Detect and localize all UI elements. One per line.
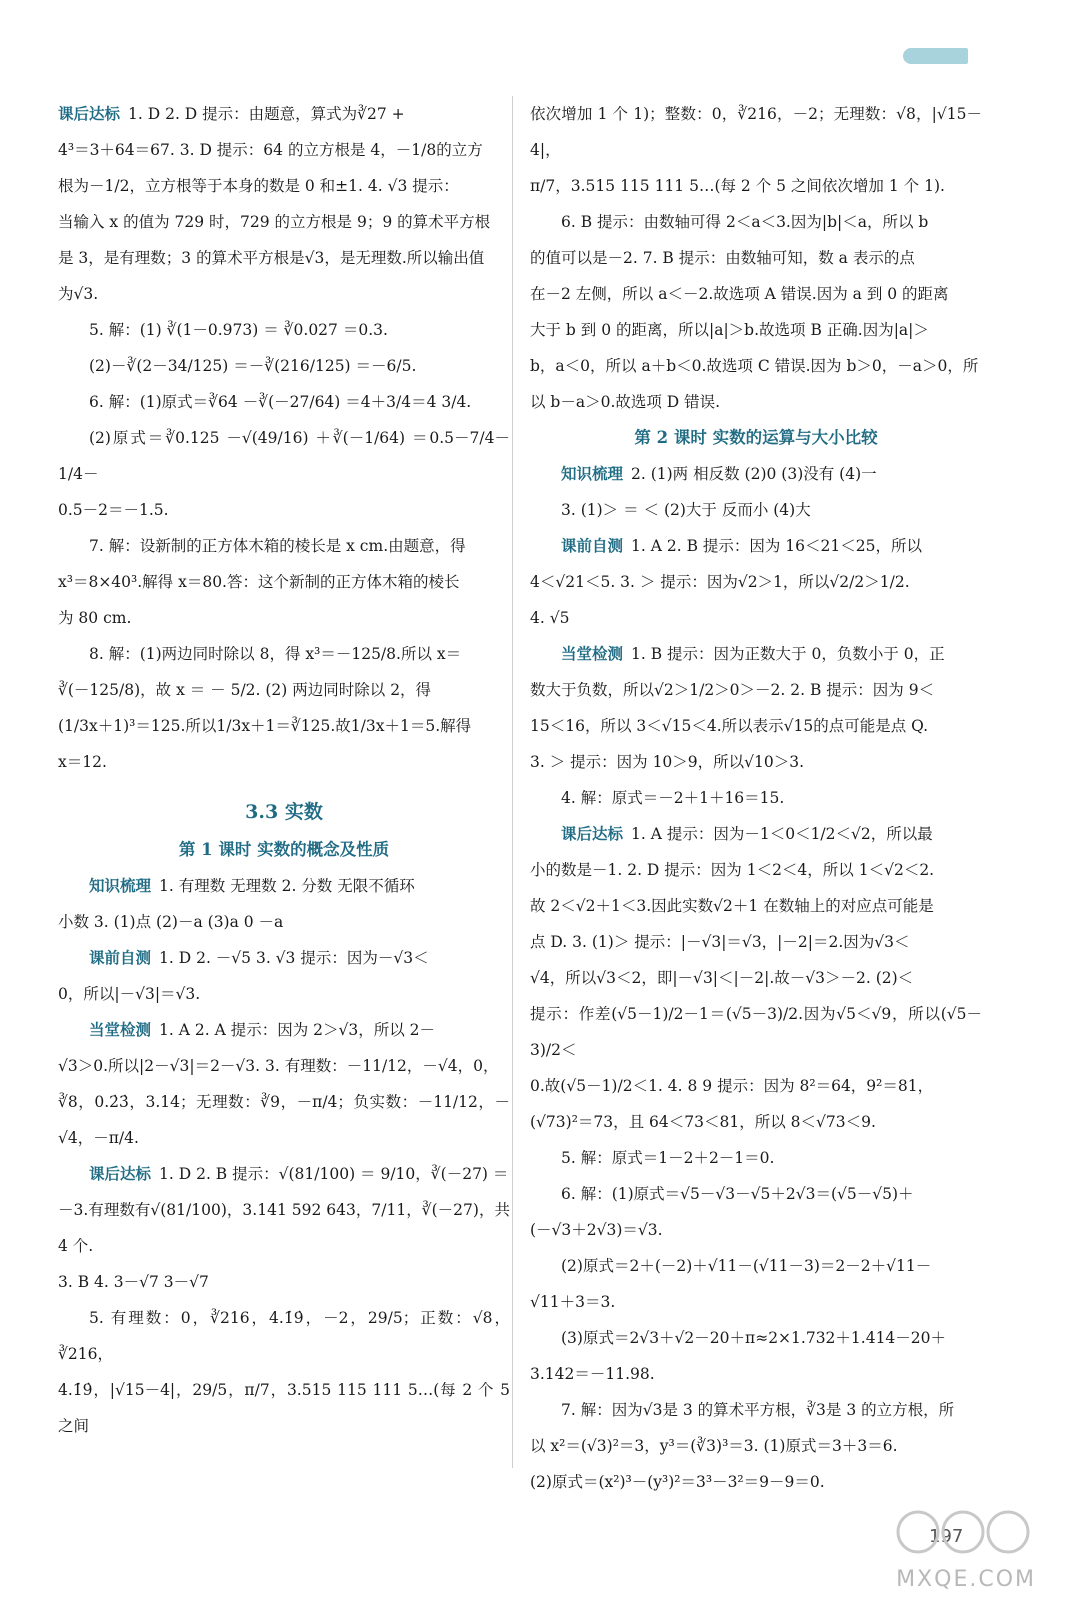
text-line: √3＞0.所以|2－√3|＝2－√3. 3. 有理数：－11/12，－√4，0，	[58, 1057, 499, 1075]
text-line: (2)原式＝(x²)³－(y³)²＝3³－3²＝9－9＝0.	[530, 1473, 825, 1491]
section-tag: 当堂检测	[561, 645, 624, 663]
right-column	[530, 96, 982, 1500]
text-line: 3.142＝－11.98.	[530, 1365, 655, 1383]
text-line: 6. B 提示：由数轴可得 2＜a＜3.因为|b|＜a，所以 b	[561, 213, 929, 231]
text-line: 是 3，是有理数；3 的算术平方根是√3，是无理数.所以输出值	[58, 249, 485, 267]
text-line: 4³＝3＋64＝67. 3. D 提示：64 的立方根是 4，－1/8的立方	[58, 141, 483, 159]
text-line: 0，所以|－√3|＝√3.	[58, 985, 201, 1003]
text-line: 为√3.	[58, 285, 99, 303]
text-line: 8. 解：(1)两边同时除以 8，得 x³＝－125/8.所以 x＝	[89, 645, 462, 663]
text-line: b，a＜0，所以 a＋b＜0.故选项 C 错误.因为 b＞0，－a＞0，所	[530, 357, 979, 375]
text-line: 3. (1)＞ ＝ ＜ (2)大于 反而小 (4)大	[561, 501, 811, 519]
text-line: ∛(－125/8)，故 x ＝ － 5/2. (2) 两边同时除以 2，得	[58, 681, 432, 699]
text-line: 3. B 4. 3－√7 3－√7	[58, 1273, 209, 1291]
text-line: 4. √5	[530, 609, 570, 627]
text-line: 7. 解：设新制的正方体木箱的棱长是 x cm.由题意，得	[89, 537, 466, 555]
text-line: 的值可以是－2. 7. B 提示：由数轴可知，数 a 表示的点	[530, 249, 915, 267]
text-line: 在－2 左侧，所以 a＜－2.故选项 A 错误.因为 a 到 0 的距离	[530, 285, 949, 303]
section-title: 3.3 实数	[245, 801, 323, 823]
keqian-block: 课前自测 1. D 2. －√5 3. √3 提示：因为－√3＜	[89, 949, 429, 967]
text-line: x³＝8×40³.解得 x＝80.答：这个新制的正方体木箱的棱长	[58, 573, 460, 591]
text-line: 3. ＞ 提示：因为 10＞9，所以√10＞3.	[530, 753, 805, 771]
text-line: 5. 有理数：0，∛216，4.1̇9̇，－2，29/5；正数：√8，∛216，	[58, 1309, 510, 1363]
keqian-block: 课前自测 1. A 2. B 提示：因为 16＜21＜25，所以	[561, 537, 922, 555]
section-tag: 课后达标	[89, 1165, 152, 1183]
text-line: 4＜√21＜5. 3. ＞ 提示：因为√2＞1，所以√2/2＞1/2.	[530, 573, 910, 591]
corner-tab-decoration	[903, 48, 968, 64]
text-line: (3)原式＝2√3＋√2－20＋π≈2×1.732＋1.414－20＋	[561, 1329, 947, 1347]
text-line: 根为－1/2，立方根等于本身的数是 0 和±1. 4. √3 提示：	[58, 177, 459, 195]
page-number: 197	[929, 1526, 964, 1547]
section-tag: 知识梳理	[89, 877, 152, 895]
text-line: 当输入 x 的值为 729 时，729 的立方根是 9；9 的算术平方根	[58, 213, 491, 231]
dangtang-block: 当堂检测 1. A 2. A 提示：因为 2＞√3，所以 2－	[89, 1021, 436, 1039]
section-tag: 课后达标	[58, 105, 121, 123]
text-line: 大于 b 到 0 的距离，所以|a|＞b.故选项 B 正确.因为|a|＞	[530, 321, 929, 339]
text-line: 6. 解：(1)原式＝∛64 －∛(－27/64) ＝4＋3/4＝4 3/4.	[89, 393, 472, 411]
section-tag: 当堂检测	[89, 1021, 152, 1039]
text-line: √11＋3＝3.	[530, 1293, 616, 1311]
text-line: (2)－∛(2－34/125) ＝－∛(216/125) ＝－6/5.	[89, 357, 417, 375]
text-line: 4. 解：原式＝－2＋1＋16＝15.	[561, 789, 785, 807]
dangtang-block: 当堂检测 1. B 提示：因为正数大于 0，负数小于 0，正	[561, 645, 945, 663]
text-line: 数大于负数，所以√2＞1/2＞0＞－2. 2. B 提示：因为 9＜	[530, 681, 935, 699]
text-line: 4.1̇9̇，|√15－4|，29/5，π/7，3.515 115 111 5…(每 2 个 5 之间	[58, 1381, 510, 1435]
lesson-title: 第 1 课时 实数的概念及性质	[178, 840, 390, 859]
text-line: x＝12.	[58, 753, 107, 771]
text-line: 6. 解：(1)原式＝√5－√3－√5＋2√3＝(√5－√5)＋	[561, 1185, 914, 1203]
section-tag: 知识梳理	[561, 465, 624, 483]
text-line: 点 D. 3. (1)＞ 提示：|－√3|＝√3，|－2|＝2.因为√3＜	[530, 933, 910, 951]
text-line: (1/3x＋1)³＝125.所以1/3x＋1＝∛125.故1/3x＋1＝5.解得	[58, 717, 472, 735]
text-line: π/7，3.515 115 111 5…(每 2 个 5 之间依次增加 1 个 1).	[530, 177, 945, 195]
text-line: 15＜16，所以 3＜√15＜4.所以表示√15的点可能是点 Q.	[530, 717, 929, 735]
text-line: 故 2＜√2＋1＜3.因此实数√2＋1 在数轴上的对应点可能是	[530, 897, 934, 915]
text-line: √4，所以√3＜2，即|－√3|＜|－2|.故－√3＞－2. (2)＜	[530, 969, 914, 987]
text-line: 5. 解：(1) ∛(1－0.973) ＝ ∛0.027 ＝0.3.	[89, 321, 388, 339]
kehou-block-2: 课后达标 1. D 2. B 提示：√(81/100) ＝ 9/10，∛(－27) ＝	[89, 1165, 509, 1183]
text-line: 小的数是－1. 2. D 提示：因为 1＜2＜4，所以 1＜√2＜2.	[530, 861, 935, 879]
text-line: 小数 3. (1)点 (2)－a (3)a 0 －a	[58, 913, 284, 931]
text-line: 0.5－2＝－1.5.	[58, 501, 169, 519]
text-line: －3.有理数有√(81/100)，3.141 592 643，7/11，∛(－27)，共 4 个.	[58, 1201, 510, 1255]
text-line: 为 80 cm.	[58, 609, 132, 627]
kehou-block-1: 课后达标 1. D 2. D 提示：由题意，算式为∛27 +	[58, 105, 405, 123]
text-line: ∛8，0.2̇3̇，3.14；无理数：∛9，－π/4；负实数：－11/12，－√4，－π/4.	[58, 1093, 510, 1147]
section-tag: 课前自测	[89, 949, 152, 967]
zhishi-block: 知识梳理 2. (1)两 相反数 (2)0 (3)没有 (4)一	[561, 465, 877, 483]
left-column	[58, 96, 510, 1444]
text-line: 依次增加 1 个 1)；整数：0，∛216，－2；无理数：√8，|√15－4|，	[530, 105, 982, 159]
text-line: 0.故(√5－1)/2＜1. 4. 8 9 提示：因为 8²＝64，9²＝81，	[530, 1077, 934, 1095]
text-line: 5. 解：原式＝1－2＋2－1＝0.	[561, 1149, 775, 1167]
column-divider	[512, 96, 513, 1468]
kehou-block: 课后达标 1. A 提示：因为－1＜0＜1/2＜√2，所以最	[561, 825, 933, 843]
text-line: 提示：作差(√5－1)/2－1＝(√5－3)/2.因为√5＜√9，所以(√5－3)/2＜	[530, 1005, 982, 1059]
text-line: 以 b－a＞0.故选项 D 错误.	[530, 393, 721, 411]
section-tag: 课后达标	[561, 825, 624, 843]
watermark-text: MXQE.COM	[896, 1567, 1036, 1592]
text-line: (√73)²＝73，且 64＜73＜81，所以 8＜√73＜9.	[530, 1113, 876, 1131]
text-line: (－√3＋2√3)＝√3.	[530, 1221, 663, 1239]
text-line: (2)原式＝2＋(－2)＋√11－(√11－3)＝2－2＋√11－	[561, 1257, 932, 1275]
text-line: (2)原式＝∛0.125 －√(49/16) ＋∛(－1/64) ＝0.5－7/4－1/4－	[58, 429, 510, 483]
lesson-title: 第 2 课时 实数的运算与大小比较	[634, 428, 878, 447]
zhishi-block: 知识梳理 1. 有理数 无理数 2. 分数 无限不循环	[89, 877, 415, 895]
text-line: 7. 解：因为√3是 3 的算术平方根，∛3是 3 的立方根，所	[561, 1401, 955, 1419]
text-line: 以 x²＝(√3)²＝3，y³＝(∛3)³＝3. (1)原式＝3＋3＝6.	[530, 1437, 898, 1455]
section-tag: 课前自测	[561, 537, 624, 555]
